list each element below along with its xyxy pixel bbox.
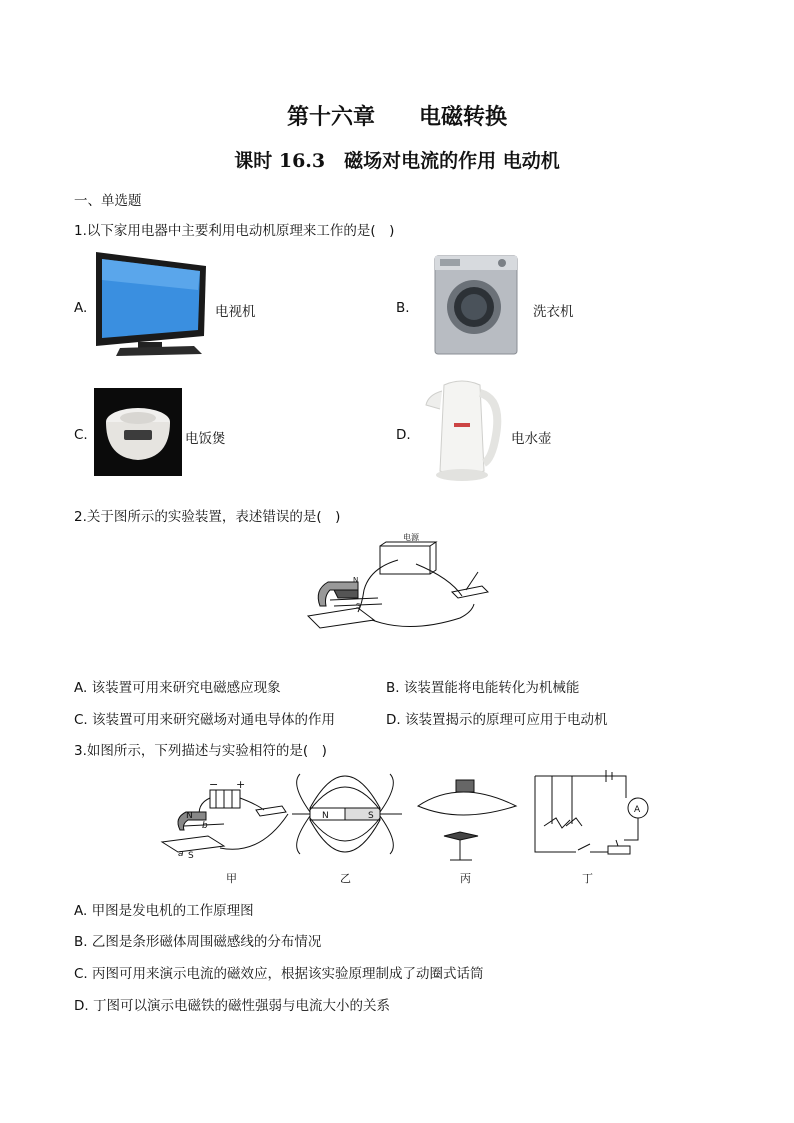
q3-s-label: S — [188, 851, 194, 861]
q3-figures — [160, 764, 660, 894]
q2-option-d[interactable]: D. 该装置揭示的原理可应用于电动机 — [386, 712, 608, 728]
q2-stem: 2.关于图所示的实验装置，表述错误的是( ) — [74, 509, 341, 525]
q1-stem: 1.以下家用电器中主要利用电动机原理来工作的是( ) — [74, 223, 395, 239]
q3-label-bing: 丙 — [460, 872, 471, 885]
q3-label-ding: 丁 — [582, 872, 593, 885]
q3-option-d[interactable]: D. 丁图可以演示电磁铁的磁性强弱与电流大小的关系 — [74, 998, 390, 1014]
q2-option-b[interactable]: B. 该装置能将电能转化为机械能 — [386, 680, 580, 696]
q3-option-c[interactable]: C. 丙图可用来演示电流的磁效应，根据该实验原理制成了动圈式话筒 — [74, 966, 484, 982]
q3-minus-label: − — [209, 778, 219, 791]
tv-icon — [92, 250, 210, 362]
q3-label-jia: 甲 — [226, 872, 237, 885]
q1-option-a-letter[interactable]: A. — [74, 300, 88, 316]
q1-option-a-label: 电视机 — [215, 304, 256, 320]
q3-stem: 3.如图所示，下列描述与实验相符的是( ) — [74, 743, 327, 759]
q2-n-label: N — [353, 576, 359, 584]
q1-option-b-letter[interactable]: B. — [396, 300, 410, 316]
q3-option-a[interactable]: A. 甲图是发电机的工作原理图 — [74, 903, 254, 919]
q3-n-label: N — [186, 811, 193, 821]
q1-option-b-label: 洗衣机 — [533, 304, 574, 320]
washing-machine-icon — [434, 255, 518, 359]
kettle-icon — [422, 375, 504, 491]
q3-ammeter-label: A — [634, 805, 641, 815]
q1-option-d-letter[interactable]: D. — [396, 427, 411, 443]
q1-option-d-label: 电水壶 — [511, 431, 552, 447]
q2-option-c[interactable]: C. 该装置可用来研究磁场对通电导体的作用 — [74, 712, 336, 728]
lesson-title: 课时 16.3 磁场对电流的作用 电动机 — [234, 150, 560, 172]
q2-option-a[interactable]: A. 该装置可用来研究电磁感应现象 — [74, 680, 281, 696]
q3-b-label: b — [202, 821, 208, 831]
q1-option-c-letter[interactable]: C. — [74, 427, 88, 443]
q3-a-label: a — [178, 849, 184, 859]
q3-plus-label: + — [236, 778, 246, 791]
section-heading: 一、单选题 — [74, 193, 142, 209]
q1-option-c-label: 电饭煲 — [185, 431, 226, 447]
chapter-title: 第十六章 电磁转换 — [286, 104, 507, 130]
q3-option-b[interactable]: B. 乙图是条形磁体周围磁感线的分布情况 — [74, 934, 322, 950]
q2-s-label: S — [356, 602, 361, 610]
q3-bar-n-label: N — [322, 811, 329, 821]
q3-bar-s-label: S — [368, 811, 374, 821]
q2-figure — [300, 528, 500, 638]
q2-power-label: 电源 — [403, 533, 419, 542]
q3-label-yi: 乙 — [340, 872, 351, 885]
rice-cooker-icon — [94, 388, 182, 480]
